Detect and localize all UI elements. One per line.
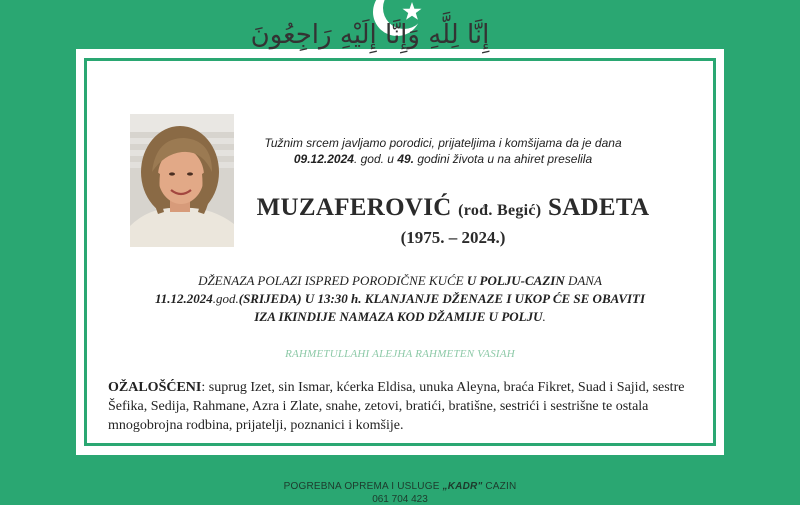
age: 49. (397, 152, 414, 166)
funeral-part3: KLANJANJE DŽENAZE I UKOP ĆE SE OBAVITI (364, 291, 646, 306)
first-name: SADETA (548, 194, 650, 221)
funeral-date: 11.12.2024 (154, 291, 213, 306)
death-date: 09.12.2024 (293, 152, 354, 166)
arabic-verse: إِنَّا لِلَّهِ وَإِنَّا إِلَيْهِ رَاجِعُونَ (250, 20, 490, 50)
funeral-part1: DŽENAZA POLAZI ISPRED PORODIČNE KUĆE (198, 273, 464, 288)
surname: MUZAFEROVIĆ (256, 194, 452, 221)
footer-phone: 061 704 423 (372, 494, 428, 505)
funeral-god: .god. (212, 291, 239, 306)
funeral-part4: IZA IKINDIJE NAMAZA KOD DŽAMIJE U POLJU (254, 309, 543, 324)
footer-company (200, 481, 600, 492)
prayer-text: RAHMETULLAHI ALEJHA RAHMETEN VASIAH (285, 348, 515, 360)
deceased-name (238, 194, 668, 222)
footer-part1: POGREBNA OPREMA I USLUGE (283, 481, 440, 492)
mourners-list (108, 378, 688, 435)
intro-end: godini života u na ahiret preselila (417, 152, 593, 166)
funeral-part2: DANA (567, 273, 602, 288)
portrait-photo (130, 114, 234, 247)
footer-part2: CAZIN (485, 481, 517, 492)
funeral-info (100, 272, 700, 326)
life-years: (1975. – 2024.) (400, 228, 506, 247)
funeral-end: . (542, 309, 546, 324)
funeral-day-time: (SRIJEDA) U 13:30 h. (238, 291, 362, 306)
mourners-label: OŽALOŠĆENI (108, 380, 202, 395)
mourners-text: : suprug Izet, sin Ismar, kćerka Eldisa, unuka Aleyna, braća Fikret, Suad i Sajid, sestre Šefika, Sedija, Rahmane, Azra i Zlate, snahe, zetovi, bratići, bratišne, sestrići i sestrišne te ostala mnogobrojna rodbina, prijatelji, poznanici i komšije. (108, 380, 685, 433)
funeral-place: U POLJU-CAZIN (466, 273, 565, 288)
intro-text (240, 135, 646, 167)
intro-line1: Tužnim srcem javljamo porodici, prijateljima i komšijama da je dana (264, 136, 622, 150)
maiden-name: (rođ. Begić) (458, 202, 542, 219)
intro-god: . god. u (353, 152, 394, 166)
footer-company-name: „KADR" (442, 481, 483, 492)
